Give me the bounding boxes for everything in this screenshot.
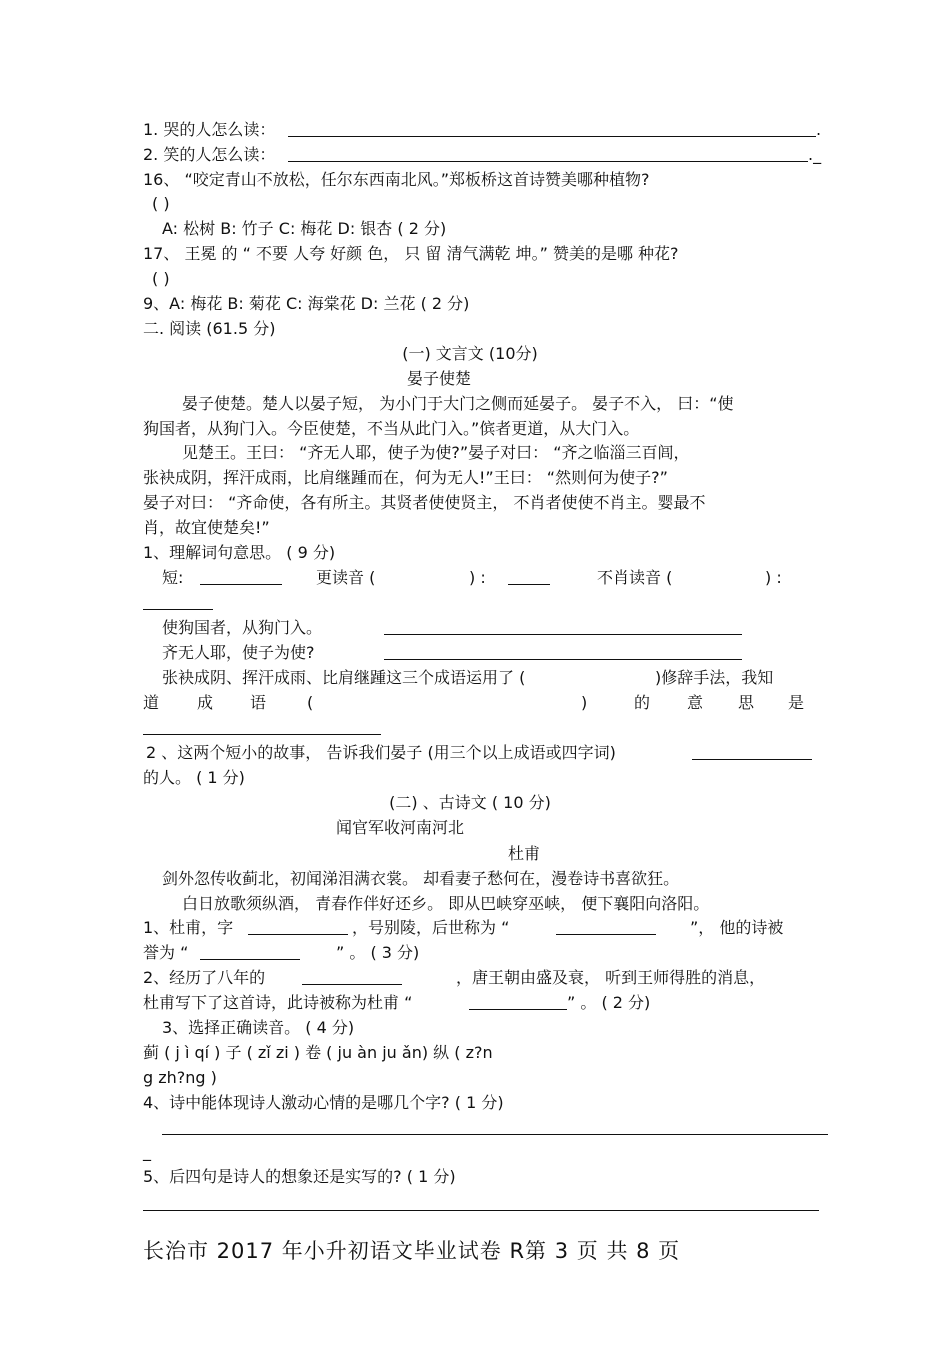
answer-blank[interactable] — [288, 161, 808, 162]
section-heading: 二. 阅读 (61.5 分) — [143, 319, 276, 338]
answer-blank[interactable] — [692, 759, 812, 760]
poem-text: 剑外忽传收蓟北，初闻涕泪满衣裳。 却看妻子愁何在，漫卷诗书喜欲狂。 — [162, 869, 680, 888]
question-text: 1. 哭的人怎么读： — [143, 120, 276, 139]
answer-blank[interactable] — [162, 1134, 828, 1135]
question-text: 齐无人耶，使子为使? — [162, 643, 315, 662]
answer-blank[interactable] — [288, 136, 816, 137]
spaced-char: 成 — [197, 693, 214, 712]
answer-blank[interactable] — [384, 634, 742, 635]
passage-title: 晏子使楚 — [406, 369, 471, 388]
answer-blank[interactable] — [143, 1210, 819, 1211]
question-text: ，唐王朝由盛及衰， 听到王师得胜的消息， — [456, 968, 766, 987]
spaced-char: 语 — [250, 693, 267, 712]
answer-blank[interactable] — [200, 959, 300, 960]
page-footer: 长治市 2017 年小升初语文毕业试卷 R第 3 页 共 8 页 — [143, 1239, 681, 1263]
spaced-char: 意 — [687, 693, 704, 712]
passage-text: 张袂成阴，挥汗成雨，比肩继踵而在，何为无人!”王曰： “然则何为使子?” — [143, 468, 668, 487]
answer-parentheses: ( ) — [152, 269, 170, 288]
answer-options: A: 松树 B: 竹子 C: 梅花 D: 银杏 ( 2 分) — [162, 219, 447, 238]
question-text: 更读音 ( — [316, 568, 376, 587]
question-text: 16、 “咬定青山不放松，任尔东西南北风。”郑板桥这首诗赞美哪种植物? — [143, 170, 650, 189]
question-text: 杜甫写下了这首诗，此诗被称为杜甫 “ — [143, 993, 413, 1012]
question-text: ” 。 ( 3 分) — [336, 943, 420, 962]
passage-text: 见楚王。王曰： “齐无人耶，使子为使?”晏子对曰： “齐之临淄三百闾， — [182, 443, 690, 462]
question-text: 2. 笑的人怎么读： — [143, 145, 276, 164]
question-text: _ — [143, 1142, 151, 1161]
question-text: 2 、这两个短小的故事， 告诉我们晏子 (用三个以上成语或四字词) — [146, 743, 616, 762]
subsection-heading: (一) 文言文 (10分) — [402, 344, 538, 363]
question-text: 1、杜甫，字 — [143, 918, 234, 937]
question-text: 5、后四句是诗人的想象还是实写的? ( 1 分) — [143, 1167, 456, 1186]
question-text: )修辞手法，我知 — [655, 668, 774, 687]
passage-text: 肖，故宜使楚矣!” — [143, 518, 270, 537]
question-text: ._ — [808, 145, 822, 164]
poem-title: 闻官军收河南河北 — [336, 818, 465, 837]
question-text: 使狗国者，从狗门入。 — [162, 618, 323, 637]
spaced-char: 的 — [634, 693, 651, 712]
question-text: . — [816, 120, 822, 139]
passage-text: 狗国者，从狗门入。今臣使楚，不当从此门入。”傧者更道，从大门入。 — [143, 419, 640, 438]
question-text: ) : — [469, 568, 486, 587]
answer-blank[interactable] — [469, 1009, 567, 1010]
answer-blank[interactable] — [302, 984, 402, 985]
pinyin-options: g zh?ng ) — [143, 1068, 217, 1087]
answer-blank[interactable] — [143, 609, 213, 610]
question-text: ) : — [765, 568, 782, 587]
answer-blank[interactable] — [248, 934, 348, 935]
question-text: 短: — [162, 568, 184, 587]
question-text: 2、经历了八年的 — [143, 968, 266, 987]
question-text: ，号别陵，后世称为 “ — [352, 918, 510, 937]
spaced-char: 思 — [738, 693, 755, 712]
question-text: 1、理解词句意思。 ( 9 分) — [143, 543, 336, 562]
question-text: 3、选择正确读音。 ( 4 分) — [162, 1018, 355, 1037]
spaced-char: ) — [581, 693, 588, 712]
question-text: ” 。 ( 2 分) — [567, 993, 651, 1012]
question-text: 誉为 “ — [143, 943, 189, 962]
question-text: 不肖读音 ( — [597, 568, 673, 587]
spaced-char: 道 — [143, 693, 160, 712]
answer-blank[interactable] — [384, 659, 742, 660]
question-text: 17、 王冕 的 “ 不要 人夸 好颜 色， 只 留 清气满乾 坤。” 赞美的是哪 种花? — [143, 244, 679, 263]
poem-text: 白日放歌须纵酒， 青春作伴好还乡。 即从巴峡穿巫峡， 便下襄阳向洛阳。 — [182, 894, 710, 913]
passage-text: 晏子对曰： “齐命使，各有所主。其贤者使使贤主， 不肖者使使不肖主。婴最不 — [143, 493, 706, 512]
subsection-heading: (二) 、古诗文 ( 10 分) — [389, 793, 551, 812]
answer-blank[interactable] — [556, 934, 656, 935]
passage-text: 晏子使楚。楚人以晏子短， 为小门于大门之侧而延晏子。 晏子不入， 曰：“使 — [182, 394, 734, 413]
question-text: 4、诗中能体现诗人激动心情的是哪几个字? ( 1 分) — [143, 1093, 504, 1112]
question-text: ”， 他的诗被 — [690, 918, 784, 937]
answer-parentheses: ( ) — [152, 194, 170, 213]
answer-options: 9、A: 梅花 B: 菊花 C: 海棠花 D: 兰花 ( 2 分) — [143, 294, 470, 313]
answer-blank[interactable] — [508, 584, 550, 585]
pinyin-options: 蓟 ( j ì qí ) 子 ( zǐ zi ) 卷 ( ju àn ju ǎn) 纵 ( z?n — [143, 1043, 493, 1062]
answer-blank[interactable] — [200, 584, 282, 585]
poem-author: 杜甫 — [508, 844, 541, 863]
spaced-char: 是 — [788, 693, 805, 712]
answer-blank[interactable] — [143, 734, 381, 735]
spaced-char: ( — [307, 693, 314, 712]
question-text: 张袂成阴、挥汗成雨、比肩继踵这三个成语运用了 ( — [162, 668, 526, 687]
question-line — [143, 120, 275, 140]
question-text: 的人。 ( 1 分) — [143, 768, 245, 787]
